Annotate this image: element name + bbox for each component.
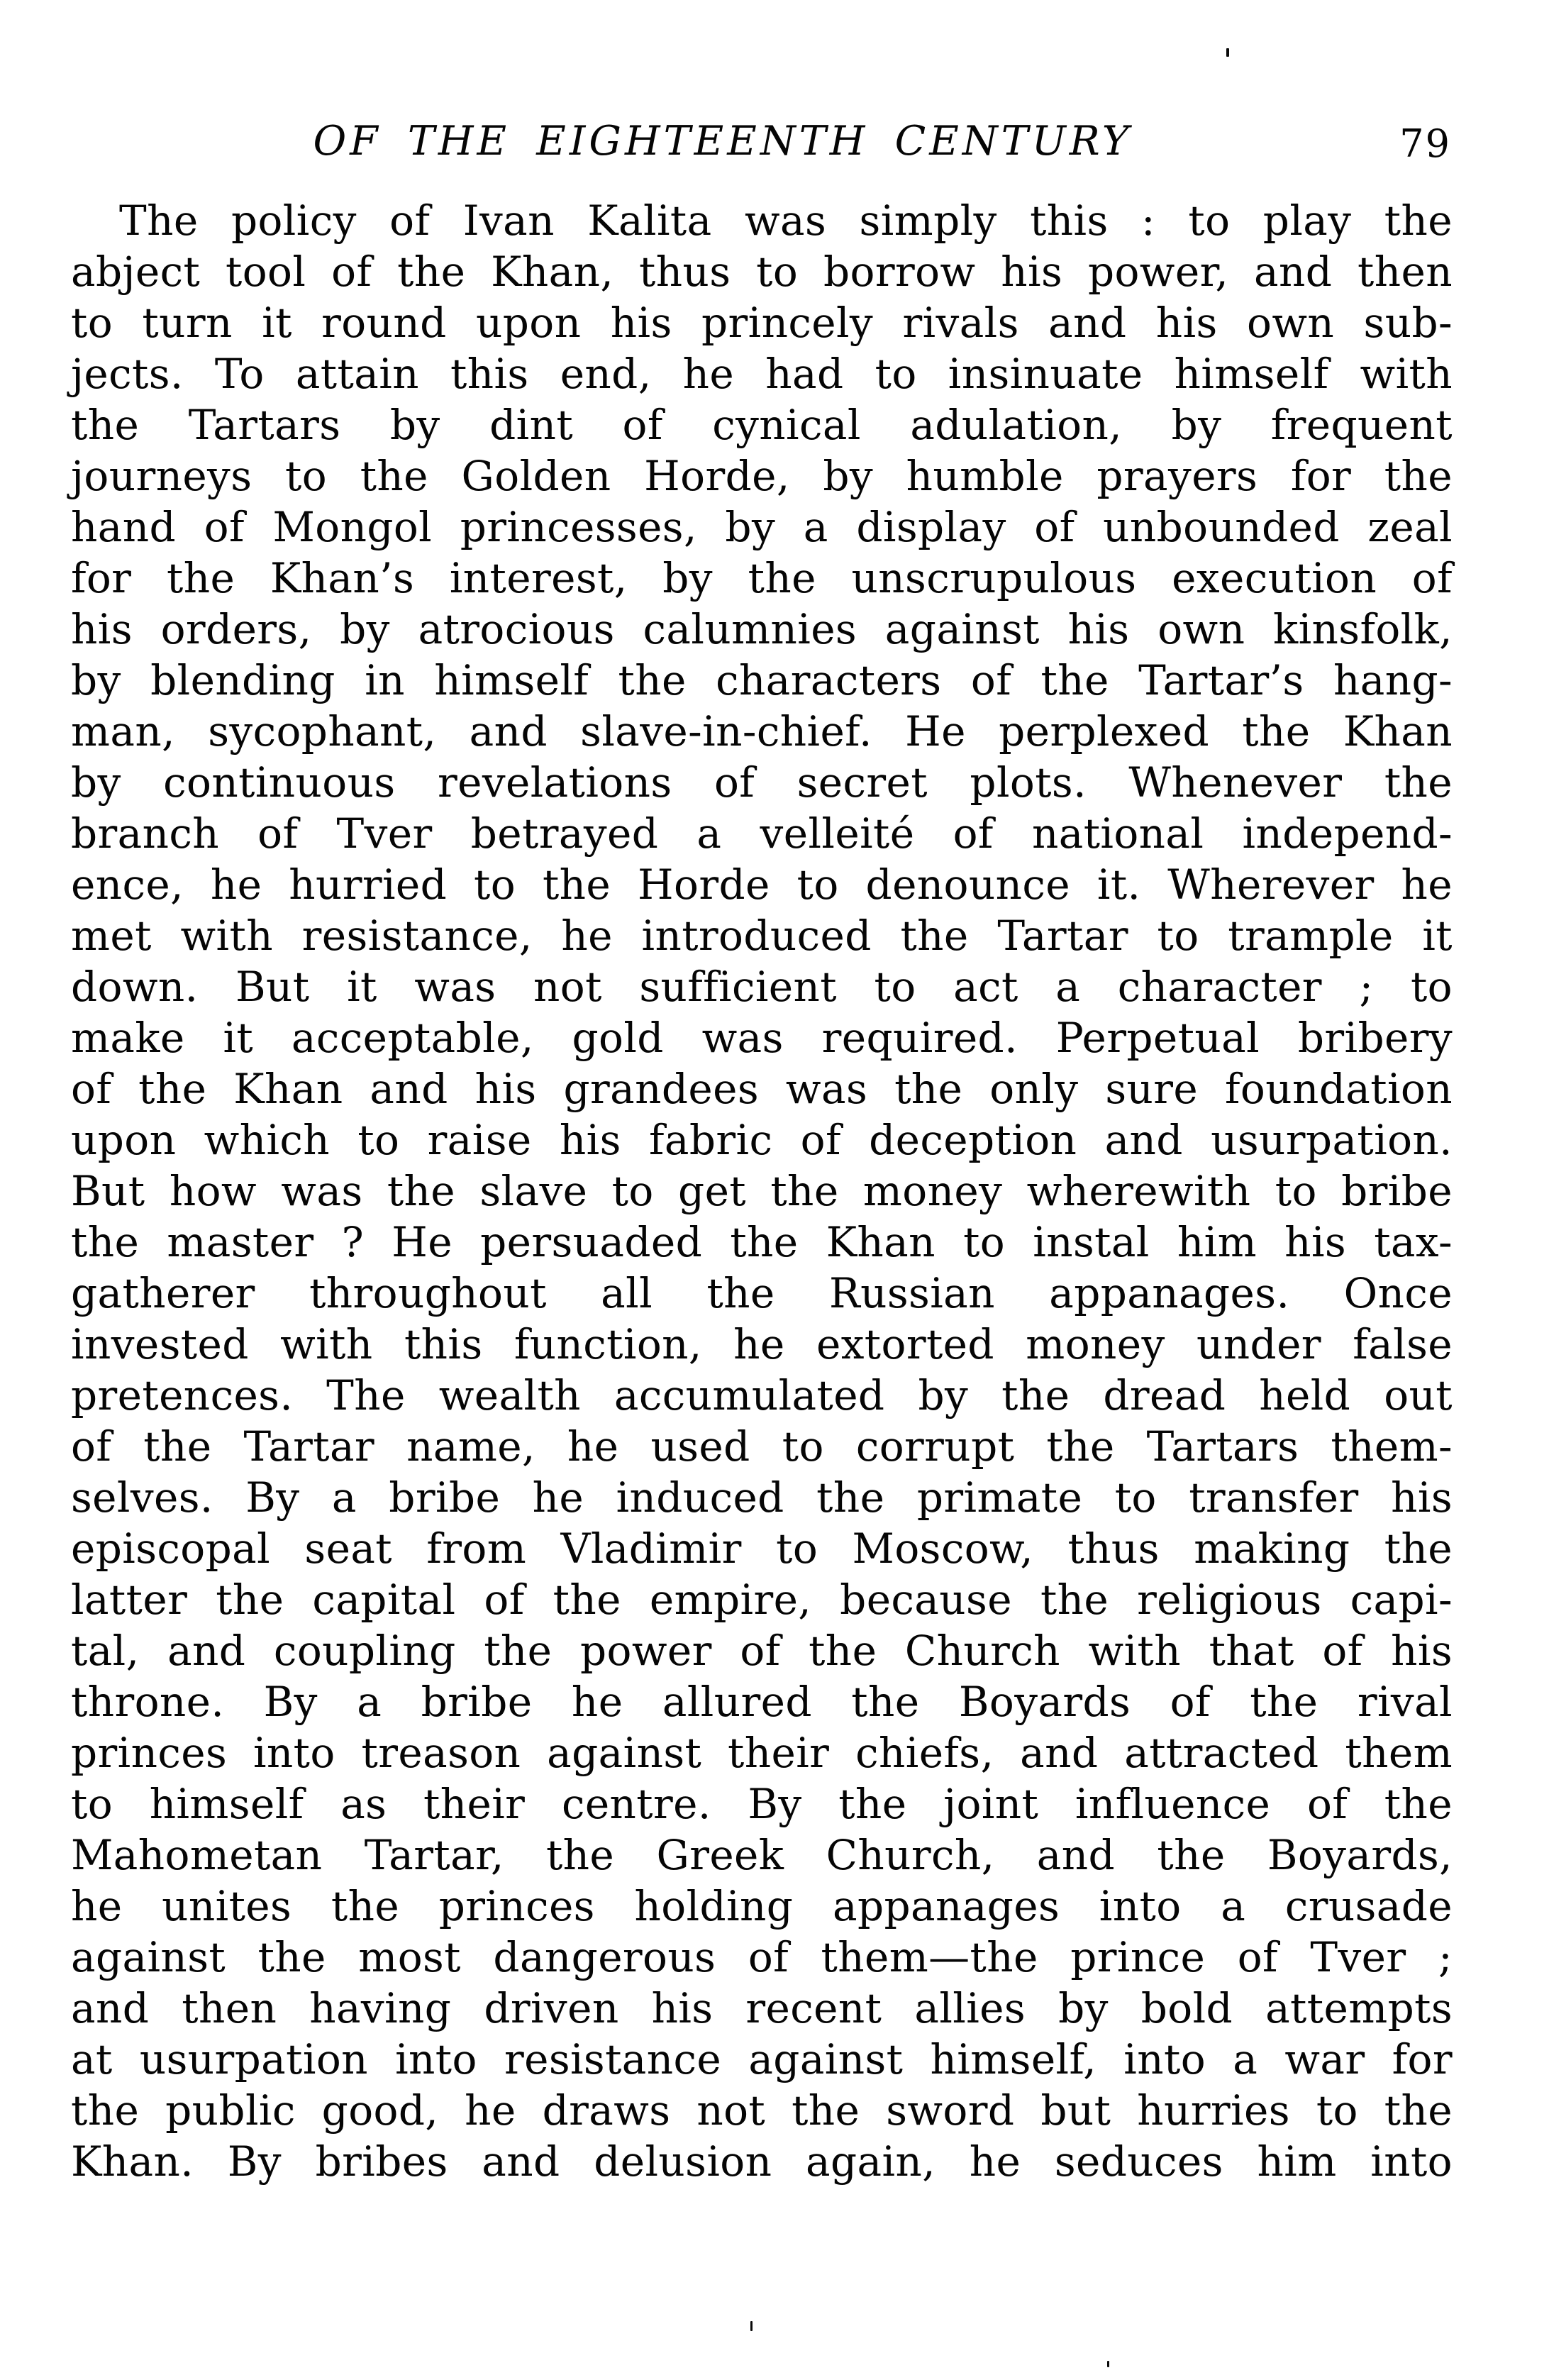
text-line: gatherer throughout all the Russian appanages. Once xyxy=(71,1269,1453,1317)
text-line: branch of Tver betrayed a velleité of national independ- xyxy=(71,809,1453,858)
text-line: selves. By a bribe he induced the primate to transfer his xyxy=(71,1473,1453,1522)
text-line: make it acceptable, gold was required. Perpetual bribery xyxy=(71,1014,1453,1062)
scan-speck xyxy=(1226,48,1229,57)
text-line: the Tartars by dint of cynical adulation, by frequent xyxy=(71,401,1453,449)
text-line: and then having driven his recent allies by bold attempts xyxy=(71,1984,1453,2032)
text-line: hand of Mongol princesses, by a display of unbounded zeal xyxy=(71,503,1453,551)
text-line: But how was the slave to get the money wherewith to bribe xyxy=(71,1167,1453,1215)
body-paragraph xyxy=(71,195,1453,2187)
text-line: invested with this function, he extorted money under false xyxy=(71,1320,1453,1368)
text-line: met with resistance, he introduced the Tartar to trample it xyxy=(71,912,1453,960)
text-line: ence, he hurried to the Horde to denounce it. Wherever he xyxy=(71,860,1453,909)
text-line: journeys to the Golden Horde, by humble prayers for the xyxy=(71,452,1453,500)
text-line: throne. By a bribe he allured the Boyards of the rival xyxy=(71,1678,1453,1726)
text-line: he unites the princes holding appanages into a crusade xyxy=(71,1882,1453,1930)
text-line: his orders, by atrocious calumnies against his own kinsfolk, xyxy=(71,605,1453,653)
text-line: Khan. By bribes and delusion again, he seduces him into xyxy=(71,2137,1453,2186)
text-line: Mahometan Tartar, the Greek Church, and the Boyards, xyxy=(71,1831,1453,1879)
text-line: by blending in himself the characters of the Tartar’s hang- xyxy=(71,656,1453,704)
text-line: of the Khan and his grandees was the only sure foundation xyxy=(71,1065,1453,1113)
scan-speck xyxy=(750,2321,753,2331)
text-line: to himself as their centre. By the joint influence of the xyxy=(71,1780,1453,1828)
text-line: abject tool of the Khan, thus to borrow his power, and then xyxy=(71,248,1453,296)
text-line: the master ? He persuaded the Khan to instal him his tax- xyxy=(71,1218,1453,1266)
text-line: against the most dangerous of them—the prince of Tver ; xyxy=(71,1933,1453,1981)
text-line: The policy of Ivan Kalita was simply this : to play the xyxy=(119,197,1453,245)
running-header-title: OF THE EIGHTEENTH CENTURY xyxy=(313,118,1133,165)
text-line: jects. To attain this end, he had to insinuate himself with xyxy=(71,350,1453,398)
text-line: man, sycophant, and slave-in-chief. He perplexed the Khan xyxy=(71,707,1453,755)
text-line: pretences. The wealth accumulated by the dread held out xyxy=(71,1371,1453,1419)
text-line: episcopal seat from Vladimir to Moscow, thus making the xyxy=(71,1524,1453,1573)
text-line: of the Tartar name, he used to corrupt the Tartars them- xyxy=(71,1422,1453,1471)
text-line: by continuous revelations of secret plots. Whenever the xyxy=(71,758,1453,807)
text-line: upon which to raise his fabric of deception and usurpation. xyxy=(71,1116,1453,1164)
text-line: the public good, he draws not the sword but hurries to the xyxy=(71,2086,1453,2135)
text-line: for the Khan’s interest, by the unscrupulous execution of xyxy=(71,554,1453,602)
page-header xyxy=(71,116,1453,167)
text-line: latter the capital of the empire, because the religious capi- xyxy=(71,1576,1453,1624)
text-line: at usurpation into resistance against himself, into a war for xyxy=(71,2035,1453,2083)
text-line: to turn it round upon his princely rivals and his own sub- xyxy=(71,299,1453,347)
page-number: 79 xyxy=(1399,121,1451,166)
scan-speck xyxy=(1107,2361,1109,2367)
text-line: down. But it was not sufficient to act a character ; to xyxy=(71,963,1453,1011)
text-line: princes into treason against their chiefs, and attracted them xyxy=(71,1729,1453,1777)
text-line: tal, and coupling the power of the Church with that of his xyxy=(71,1627,1453,1675)
